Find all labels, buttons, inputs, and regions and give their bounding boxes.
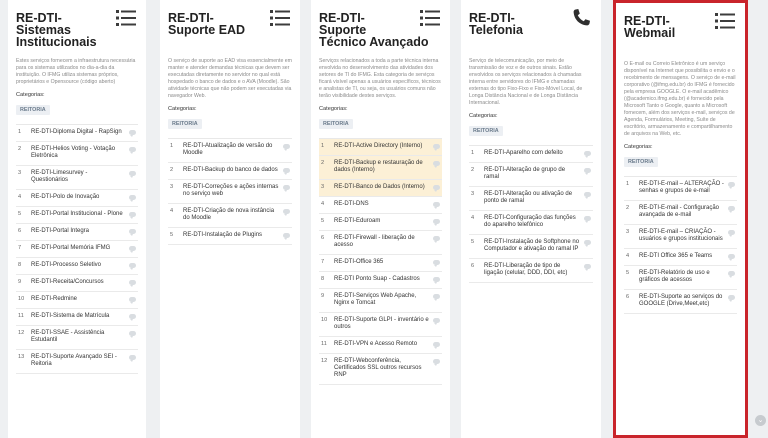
- service-item[interactable]: [168, 163, 292, 180]
- service-number: 1: [471, 150, 475, 156]
- service-list: [16, 124, 138, 374]
- service-item[interactable]: [319, 289, 442, 313]
- comment-icon[interactable]: [728, 182, 735, 187]
- service-label[interactable]: RE-DTI-Backup e restauração de dados (Interno): [334, 160, 423, 173]
- service-number: 3: [471, 191, 475, 197]
- comment-icon[interactable]: [129, 195, 136, 200]
- service-label[interactable]: RE-DTI-Atualização de versão do Moodle: [183, 143, 273, 156]
- service-category-card[interactable]: [311, 0, 450, 438]
- service-item[interactable]: [469, 259, 593, 283]
- comment-icon[interactable]: [433, 185, 440, 190]
- comment-icon[interactable]: [433, 202, 440, 207]
- card-header: [168, 10, 292, 52]
- service-label[interactable]: RE-DTI-Polo de Inovação: [31, 194, 100, 200]
- comment-icon[interactable]: [584, 240, 591, 245]
- comment-icon[interactable]: [433, 161, 440, 166]
- service-number: 5: [321, 218, 325, 224]
- service-number: 3: [170, 184, 174, 190]
- service-number: 11: [18, 313, 24, 319]
- service-number: 2: [170, 167, 174, 173]
- service-label[interactable]: RE-DTI-Portal Integra: [31, 228, 90, 234]
- service-item[interactable]: [624, 266, 737, 290]
- card-header: [624, 13, 737, 55]
- comment-icon[interactable]: [283, 185, 290, 190]
- service-number: 5: [18, 211, 22, 217]
- card-header: [469, 10, 593, 52]
- service-label[interactable]: RE-DTI-Webconferência, Certificados SSL outros recursos RNP: [334, 358, 422, 378]
- comment-icon[interactable]: [129, 355, 136, 360]
- service-number: 3: [321, 184, 325, 190]
- service-label[interactable]: RE-DTI-Receita/Concursos: [31, 279, 104, 285]
- service-label[interactable]: RE-DTI-DNS: [334, 201, 369, 207]
- service-number: 11: [321, 341, 327, 347]
- comment-icon[interactable]: [129, 331, 136, 336]
- service-item[interactable]: [624, 249, 737, 266]
- card-description: O E-mail ou Correio Eletrônico é um serviço disponível na Internet que possibilita o envio e o recebimento de mensagens. O serviço de e-mail corporativo (@ifmg.edu.br) do IFMG é fornecido pela empresa GOOGLE. O e-mail acadêmico (@academico.ifmg.edu.br) é fornecido pela Microsoft Tanto o Google, quanto a Microsoft fornecem, além dos serviços e-mail, serviços de Agenda, Formulários, Meeting, Suíte de escritório, armazenamento e compartilhamento de arquivos na Web, etc.: [624, 61, 736, 137]
- service-label[interactable]: RE-DTI-Criação de nova instância do Moodle: [183, 208, 275, 221]
- service-label[interactable]: RE-DTI-Active Directory (Interno): [334, 143, 423, 149]
- service-category-card[interactable]: [8, 0, 146, 438]
- service-number: 9: [18, 279, 22, 285]
- service-number: 3: [626, 229, 630, 235]
- comment-icon[interactable]: [433, 318, 440, 323]
- service-item[interactable]: [16, 125, 138, 142]
- comment-icon[interactable]: [129, 130, 136, 135]
- service-item[interactable]: [319, 313, 442, 337]
- categories-label: Categorias:: [624, 144, 653, 150]
- service-item[interactable]: [319, 231, 442, 255]
- list-icon: [713, 9, 737, 33]
- service-item[interactable]: [319, 197, 442, 214]
- service-label[interactable]: RE-DTI Office 365 e Teams: [639, 253, 713, 259]
- service-number: 2: [626, 205, 630, 211]
- comment-icon[interactable]: [129, 280, 136, 285]
- service-number: 4: [18, 194, 22, 200]
- card-description: Serviços relacionados a toda a parte técnica interna envolvida no desenvolvimento das atividades dos setores de TI do IFMG. Esta categoria de serviços ficará visível apenas a usuários específicos, técnicos e analistas de TI, ou seja, os usuários comuns não terão visibilidade destes serviços.: [319, 58, 441, 99]
- service-item[interactable]: [319, 180, 442, 197]
- service-label[interactable]: RE-DTI-Instalação de Plugins: [183, 232, 263, 238]
- card-description: Estes serviços fornecem a infraestrutura necessária para os sistemas utilizados no dia-a-dia da instituição. O IFMG utiliza sistemas próprios, proprietários e Opensource (código aberto): [16, 58, 136, 85]
- category-badge[interactable]: REITORIA: [624, 157, 658, 167]
- service-number: 4: [321, 201, 325, 207]
- service-number: 4: [170, 208, 174, 214]
- service-item[interactable]: [469, 163, 593, 187]
- phone-icon: [569, 6, 593, 30]
- service-number: 3: [18, 170, 22, 176]
- service-number: 6: [626, 294, 630, 300]
- service-item[interactable]: [319, 272, 442, 289]
- comment-icon[interactable]: [728, 206, 735, 211]
- service-number: 6: [321, 235, 325, 241]
- service-number: 12: [18, 330, 25, 336]
- service-label[interactable]: RE-DTI-Processo Seletivo: [31, 262, 102, 268]
- service-item[interactable]: [16, 207, 138, 224]
- service-number: 9: [321, 293, 325, 299]
- service-label[interactable]: RE-DTI-Limesurvey - Questionários: [31, 170, 88, 183]
- service-number: 2: [18, 146, 22, 152]
- chevron-down-icon: ⌄: [757, 417, 764, 424]
- service-label[interactable]: RE-DTI-Liberação de tipo de ligação (celular, DDD, DDI, etc): [484, 263, 568, 276]
- categories-label: Categorias:: [469, 113, 498, 119]
- list-icon: [268, 6, 292, 30]
- service-label[interactable]: RE-DTI-Suporte GLPI - inventário e outros: [334, 317, 429, 330]
- categories-label: Categorias:: [16, 92, 45, 98]
- card-title[interactable]: RE-DTI- Suporte Técnico Avançado: [319, 11, 429, 49]
- comment-icon[interactable]: [129, 246, 136, 251]
- card-title[interactable]: RE-DTI- Webmail: [624, 14, 676, 40]
- service-item[interactable]: [624, 225, 737, 249]
- service-item[interactable]: [16, 224, 138, 241]
- comment-icon[interactable]: [283, 144, 290, 149]
- service-label[interactable]: RE-DTI-Backup do banco de dados: [183, 167, 278, 173]
- comment-icon[interactable]: [433, 294, 440, 299]
- service-item[interactable]: [319, 337, 442, 354]
- service-label[interactable]: RE-DTI-Alteração ou ativação de ponto de ramal: [484, 191, 573, 204]
- comment-icon[interactable]: [283, 209, 290, 214]
- service-label[interactable]: RE-DTI-Relatório de uso e gráficos de acessos: [639, 270, 710, 283]
- comment-icon[interactable]: [728, 254, 735, 259]
- category-badge[interactable]: REITORIA: [16, 105, 50, 115]
- comment-icon[interactable]: [129, 171, 136, 176]
- comment-icon[interactable]: [433, 277, 440, 282]
- service-category-card[interactable]: [613, 0, 748, 438]
- service-list: [319, 138, 442, 385]
- service-item[interactable]: [319, 255, 442, 272]
- service-label[interactable]: RE-DTI-Helios Voting - Votação Eletrônica: [31, 146, 116, 159]
- comment-icon[interactable]: [728, 271, 735, 276]
- card-title[interactable]: RE-DTI- Suporte EAD: [168, 11, 246, 37]
- service-number: 2: [321, 160, 325, 166]
- service-item[interactable]: [16, 292, 138, 309]
- service-item[interactable]: [16, 142, 138, 166]
- service-item[interactable]: [16, 241, 138, 258]
- service-number: 2: [471, 167, 475, 173]
- service-label[interactable]: RE-DTI-SSAE - Assistência Estudantil: [31, 330, 105, 343]
- comment-icon[interactable]: [584, 264, 591, 269]
- comment-icon[interactable]: [728, 295, 735, 300]
- service-number: 10: [321, 317, 328, 323]
- service-item[interactable]: [319, 354, 442, 385]
- service-number: 4: [626, 253, 630, 259]
- service-label[interactable]: RE-DTI-E-mail – ALTERAÇÃO - senhas e grupos de e-mail: [639, 181, 724, 194]
- service-item[interactable]: [16, 350, 138, 374]
- card-title[interactable]: RE-DTI- Telefonia: [469, 11, 523, 37]
- service-item[interactable]: [16, 190, 138, 207]
- card-title[interactable]: RE-DTI- Sistemas Institucionais: [16, 11, 97, 49]
- service-item[interactable]: [624, 201, 737, 225]
- service-list: [168, 138, 292, 245]
- card-description: O serviço de suporte ao EAD visa essencialmente em manter e atender demandas técnicas que devem ser executadas diretamente no servidor no qual está hospedado o banco de dados e o AVA (Moodle). São atividade técnicas que não podem ser executadas via navegador Web.: [168, 58, 292, 99]
- service-label[interactable]: RE-DTI-Diploma Digital - RapSign: [31, 129, 122, 135]
- comment-icon[interactable]: [129, 263, 136, 268]
- service-label[interactable]: RE-DTI-Instalação de Softphone no Computador e ativação do ramal IP: [484, 239, 580, 252]
- comment-icon[interactable]: [433, 236, 440, 241]
- service-label[interactable]: RE-DTI-Serviços Web Apache, Nginx e Tomcat: [334, 293, 417, 306]
- service-number: 1: [170, 143, 174, 149]
- service-label[interactable]: RE-DTI-Alteração de grupo de ramal: [484, 167, 566, 180]
- service-label[interactable]: RE-DTI-Redmine: [31, 296, 78, 302]
- category-badge[interactable]: REITORIA: [469, 126, 503, 136]
- service-item[interactable]: [168, 204, 292, 228]
- service-item[interactable]: [469, 187, 593, 211]
- service-label[interactable]: RE-DTI-E-mail - Configuração avançada de e-mail: [639, 205, 720, 218]
- service-category-card[interactable]: [160, 0, 300, 438]
- service-number: 5: [626, 270, 630, 276]
- service-item[interactable]: [624, 290, 737, 314]
- service-item[interactable]: [168, 180, 292, 204]
- service-label[interactable]: RE-DTI-Firewall - liberação de acesso: [334, 235, 415, 248]
- service-item[interactable]: [16, 326, 138, 350]
- service-item[interactable]: [469, 146, 593, 163]
- service-list: [469, 145, 593, 283]
- service-label[interactable]: RE-DTI-Banco de Dados (Interno): [334, 184, 425, 190]
- service-number: 1: [626, 181, 630, 187]
- service-item[interactable]: [168, 228, 292, 245]
- service-label[interactable]: RE-DTI-Portal Memória IFMG: [31, 245, 111, 251]
- scroll-down-button[interactable]: [755, 415, 766, 426]
- service-number: 8: [321, 276, 325, 282]
- service-item[interactable]: [624, 177, 737, 201]
- service-number: 12: [321, 358, 328, 364]
- service-label[interactable]: RE-DTI-VPN e Acesso Remoto: [334, 341, 418, 347]
- service-number: 7: [321, 259, 325, 265]
- service-item[interactable]: [469, 211, 593, 235]
- service-list: [624, 176, 737, 314]
- categories-label: Categorias:: [168, 106, 197, 112]
- category-badge[interactable]: REITORIA: [319, 119, 353, 129]
- list-icon: [418, 6, 442, 30]
- service-label[interactable]: RE-DTI-Office 365: [334, 259, 384, 265]
- service-number: 6: [471, 263, 475, 269]
- comment-icon[interactable]: [283, 233, 290, 238]
- service-item[interactable]: [469, 235, 593, 259]
- service-number: 8: [18, 262, 22, 268]
- service-item[interactable]: [168, 139, 292, 163]
- service-label[interactable]: RE-DTI-Correções e ações internas no serviço web: [183, 184, 279, 197]
- service-item[interactable]: [319, 214, 442, 231]
- service-label[interactable]: RE-DTI-Configuração das funções do aparelho telefônico: [484, 215, 576, 228]
- card-header: [319, 10, 442, 52]
- service-number: 1: [321, 143, 325, 149]
- service-item[interactable]: [16, 166, 138, 190]
- service-label[interactable]: RE-DTI-E-mail – CRIAÇÃO - usuários e grupos institucionais: [639, 229, 723, 242]
- service-label[interactable]: RE-DTI-Portal Institucional - Plone: [31, 211, 123, 217]
- comment-icon[interactable]: [129, 297, 136, 302]
- categories-label: Categorias:: [319, 106, 348, 112]
- service-item[interactable]: [16, 275, 138, 292]
- comment-icon[interactable]: [433, 144, 440, 149]
- service-label[interactable]: RE-DTI-Eduroam: [334, 218, 381, 224]
- service-category-card[interactable]: [461, 0, 601, 438]
- service-item[interactable]: [16, 258, 138, 275]
- service-number: 4: [471, 215, 475, 221]
- service-label[interactable]: RE-DTI-Aparelho com defeito: [484, 150, 563, 156]
- comment-icon[interactable]: [129, 314, 136, 319]
- service-label[interactable]: RE-DTI-Suporte ao serviços do GOOGLE (Drive,Meet,etc): [639, 294, 723, 307]
- service-label[interactable]: RE-DTI Ponto Suap - Cadastros: [334, 276, 420, 282]
- service-number: 5: [170, 232, 174, 238]
- comment-icon[interactable]: [584, 192, 591, 197]
- comment-icon[interactable]: [728, 230, 735, 235]
- comment-icon[interactable]: [433, 260, 440, 265]
- list-icon: [114, 6, 138, 30]
- service-label[interactable]: RE-DTI-Suporte Avançado SEI - Reitoria: [31, 354, 117, 367]
- comment-icon[interactable]: [283, 168, 290, 173]
- comment-icon[interactable]: [433, 342, 440, 347]
- category-badge[interactable]: REITORIA: [168, 119, 202, 129]
- service-item[interactable]: [16, 309, 138, 326]
- service-item[interactable]: [319, 139, 442, 156]
- card-description: Serviço de telecomunicação, por meio de transmissão de voz e de outros sinais. Estão envolvidos os serviços relacionados à chamadas interna entre servidores do IFMG e chamadas externas do tipo Fixo-Fixo e Fixo-Móvel Local, de Longa Distância Nacional e de Longa Distância Internacional.: [469, 58, 583, 106]
- service-number: 7: [18, 245, 22, 251]
- comment-icon[interactable]: [433, 219, 440, 224]
- comment-icon[interactable]: [433, 359, 440, 364]
- service-number: 10: [18, 296, 25, 302]
- comment-icon[interactable]: [129, 147, 136, 152]
- service-number: 5: [471, 239, 475, 245]
- service-label[interactable]: RE-DTI-Sistema de Matrícula: [31, 313, 110, 319]
- comment-icon[interactable]: [584, 216, 591, 221]
- comment-icon[interactable]: [129, 229, 136, 234]
- service-number: 13: [18, 354, 25, 360]
- service-item[interactable]: [319, 156, 442, 180]
- comment-icon[interactable]: [584, 151, 591, 156]
- comment-icon[interactable]: [584, 168, 591, 173]
- service-number: 6: [18, 228, 22, 234]
- card-header: [16, 10, 138, 52]
- comment-icon[interactable]: [129, 212, 136, 217]
- service-number: 1: [18, 129, 22, 135]
